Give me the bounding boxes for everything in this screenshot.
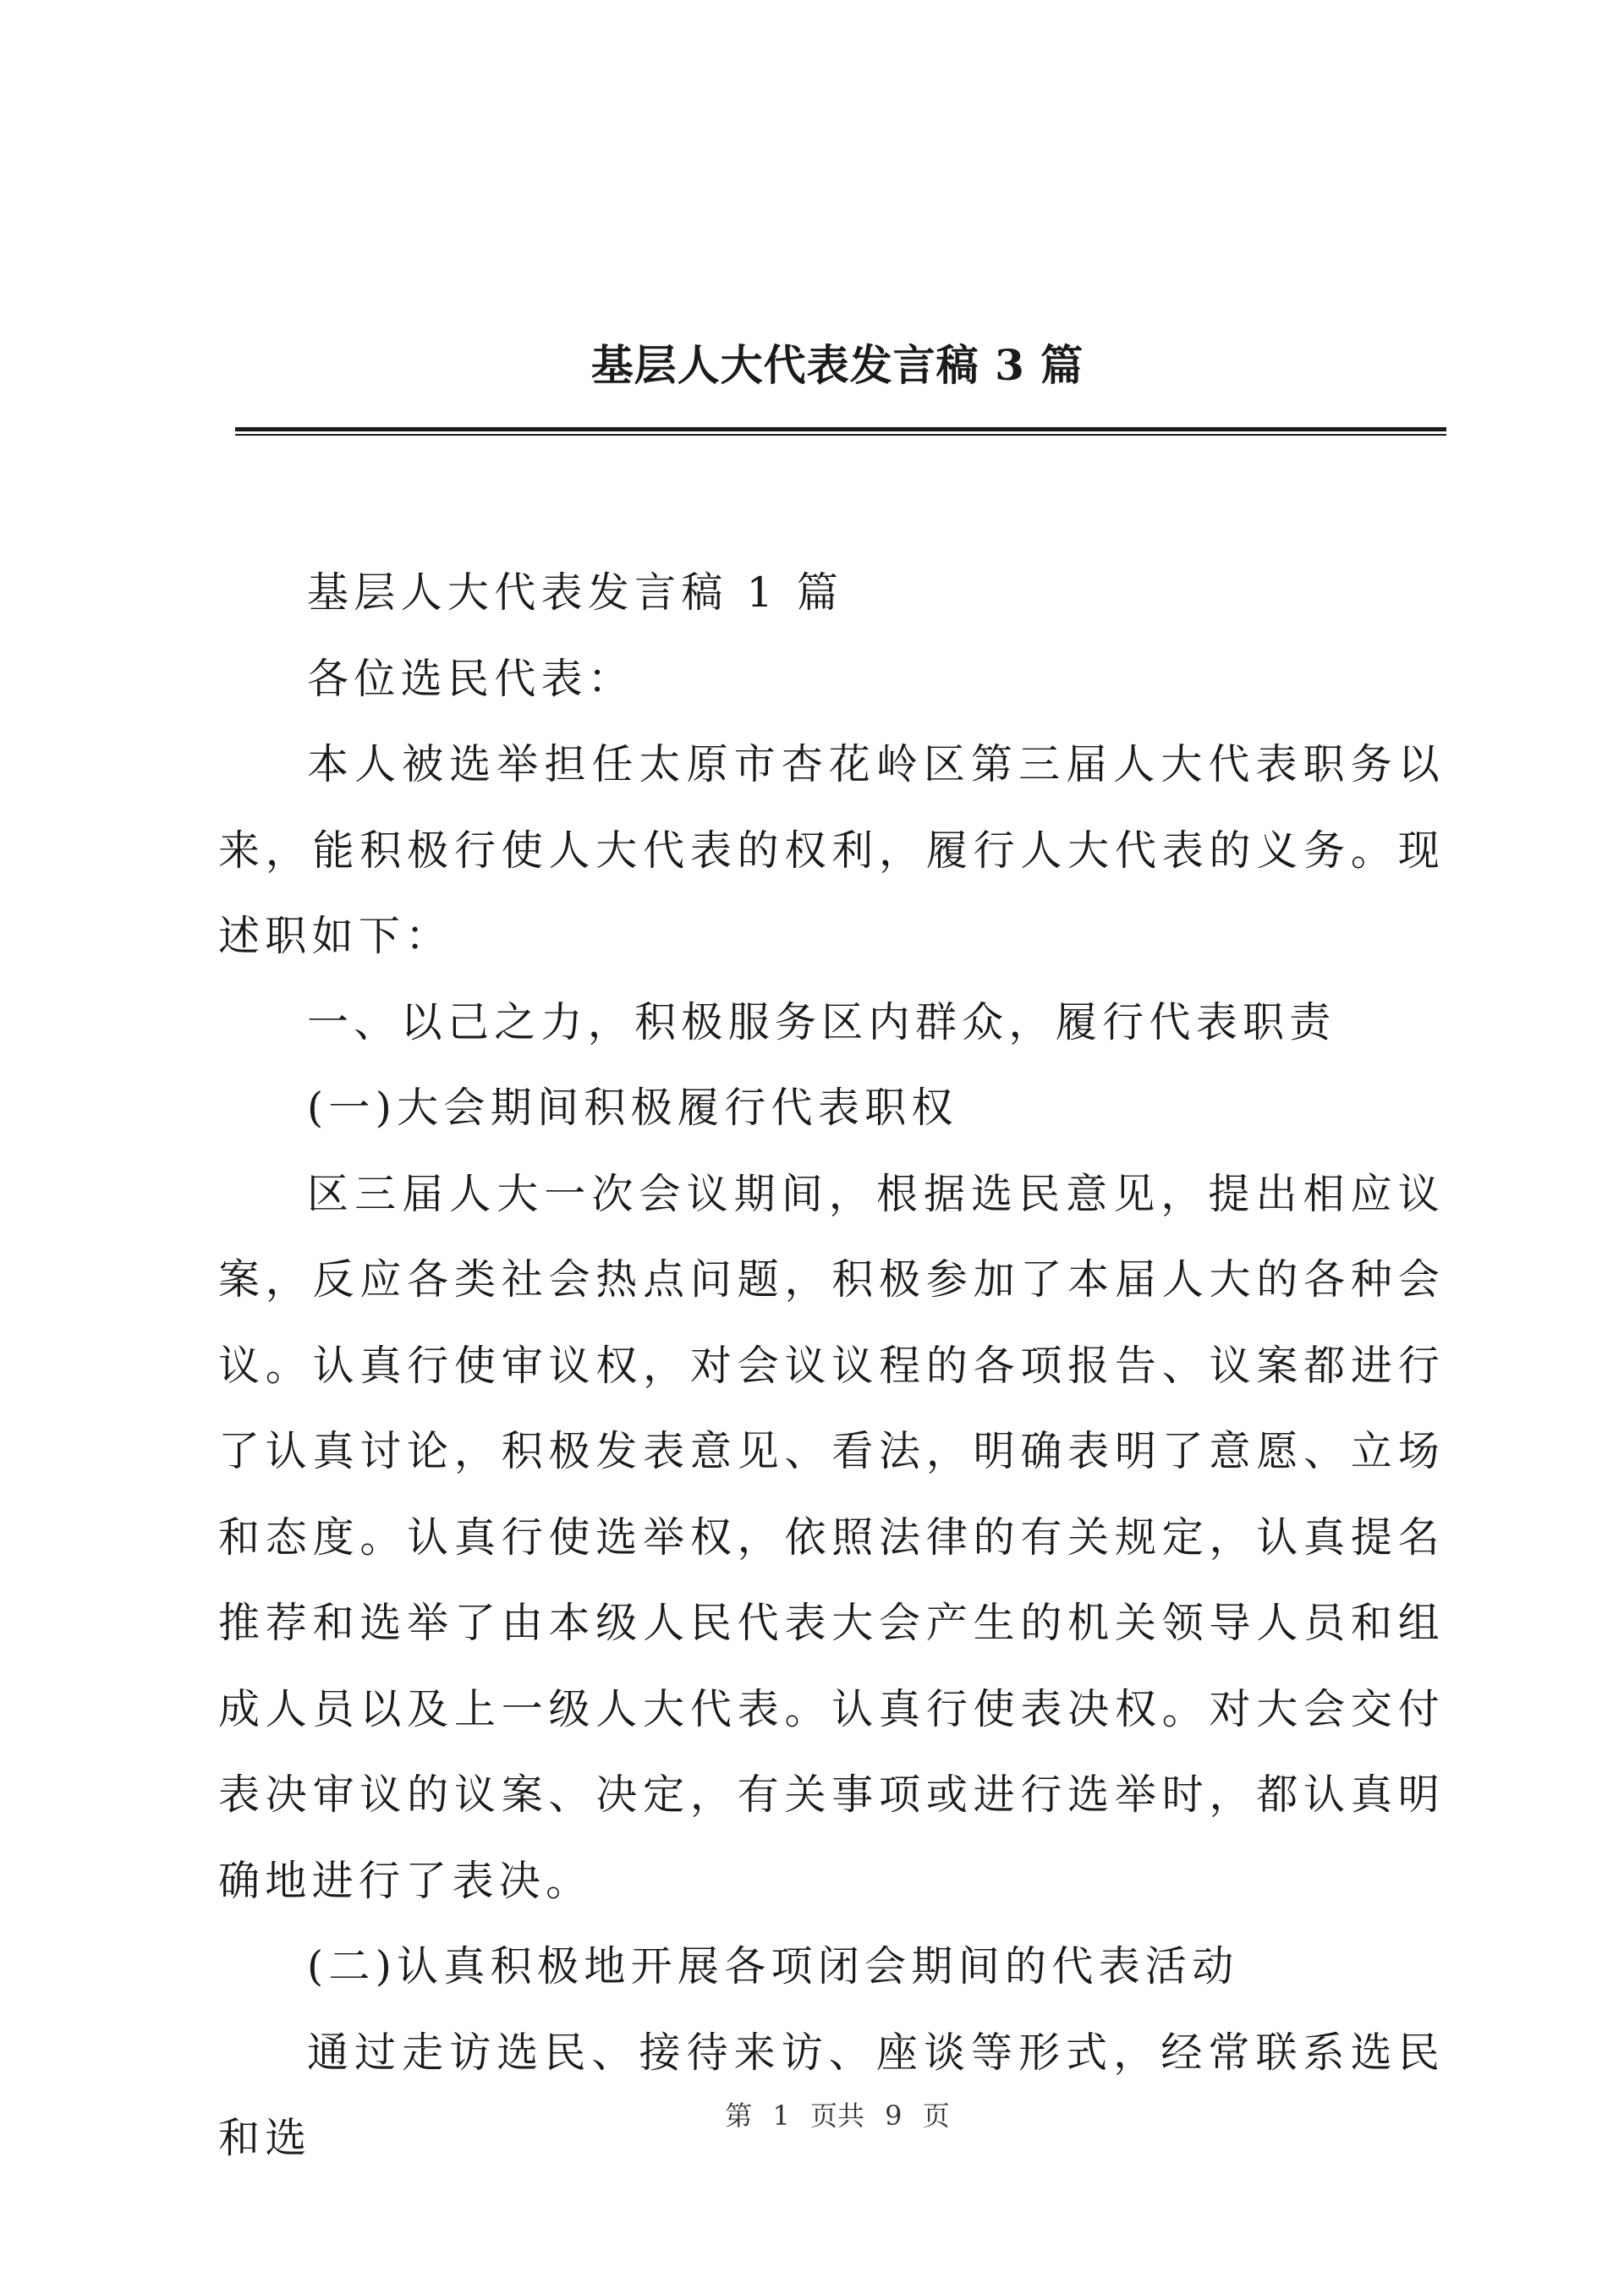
paragraph-session-duties: 区三届人大一次会议期间，根据选民意见，提出相应议案，反应各类社会热点问题，积极参加了本届人大的各种会议。认真行使审议权，对会议议程的各项报告、议案都进行了认真讨论，积极发表意见、看法，明确表明了意愿、立场和态度。认真行使选举权，依照法律的有关规定，认真提名推荐和选举了由本级人民代表大会产生的机关领导人员和组成人员以及上一级人大代表。认真行使表决权。对大会交付表决审议的议案、决定，有关事项或进行选举时，都认真明确地进行了表决。	[218, 1169, 1445, 1905]
title-rule-thin	[235, 434, 1446, 436]
document-title: 基层人大代表发言稿 3 篇	[590, 340, 1084, 390]
subsection-heading-2: (二)认真积极地开展各项闭会期间的代表活动	[307, 1942, 1239, 1990]
page-footer: 第 1 页共 9 页	[725, 2100, 950, 2132]
subsection-heading-1: (一)大会期间积极履行代表职权	[307, 1084, 958, 1132]
paragraph-salutation: 各位选民代表：	[307, 654, 635, 703]
title-rule-thick	[235, 427, 1446, 431]
document-body	[218, 550, 1445, 2182]
paragraph-recess-activities: 通过走访选民、接待来访、座谈等形式，经常联系选民和选	[218, 2028, 1445, 2162]
section-heading-1: 一、以己之力，积极服务区内群众，履行代表职责	[307, 997, 1336, 1046]
paragraph-subtitle: 基层人大代表发言稿 1 篇	[307, 568, 844, 617]
paragraph-intro: 本人被选举担任太原市杏花岭区第三届人大代表职务以来，能积极行使人大代表的权利，履行人大代表的义务。现述职如下：	[218, 740, 1445, 960]
